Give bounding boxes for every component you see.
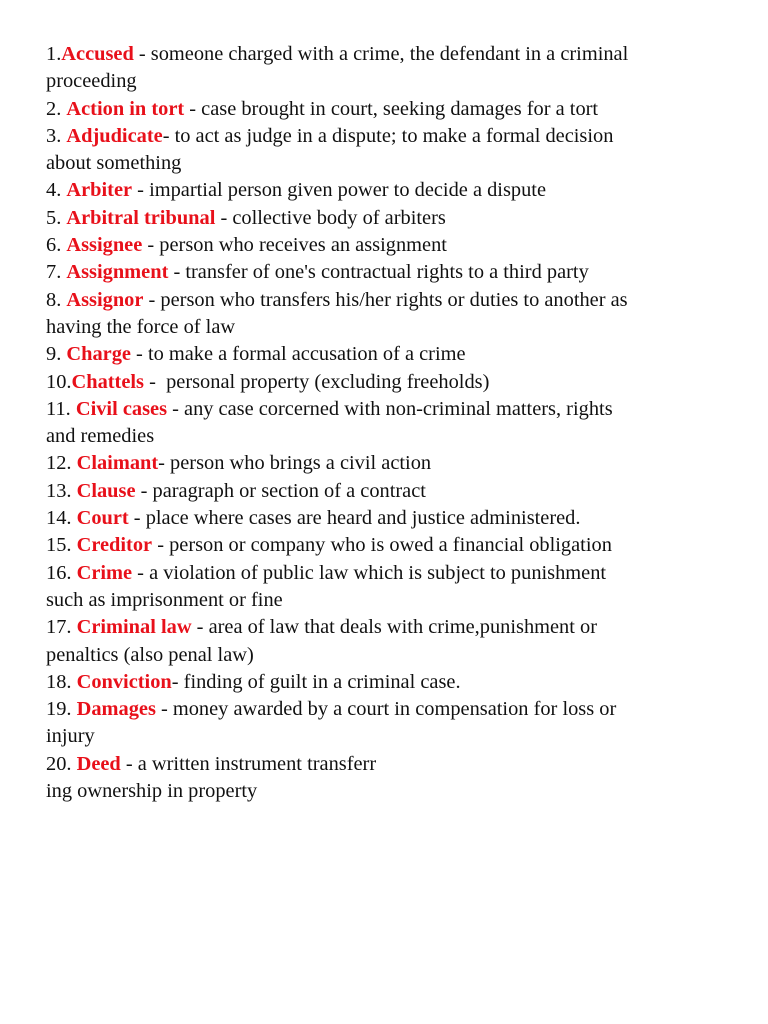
glossary-definition: - person who receives an assignment <box>142 234 447 257</box>
entry-prefix: injury <box>46 725 95 748</box>
glossary-term: Chattels <box>71 370 144 393</box>
glossary-entry <box>46 232 726 259</box>
glossary-term: Conviction <box>76 670 172 693</box>
entry-prefix: 16. <box>46 561 77 584</box>
glossary-entry-continuation <box>46 778 726 805</box>
glossary-definition: - any case corcerned with non-criminal matters, rights <box>167 397 613 420</box>
glossary-term: Assignment <box>66 261 169 284</box>
entry-prefix: 10. <box>46 370 72 393</box>
glossary-entry-line <box>46 232 726 259</box>
glossary-entry-line <box>46 669 726 696</box>
glossary-entry-continuation <box>46 68 726 95</box>
glossary-entry <box>46 696 726 751</box>
glossary-entry <box>46 205 726 232</box>
glossary-entry-line <box>46 96 726 123</box>
glossary-term: Assignor <box>66 288 144 311</box>
glossary-entry-line <box>46 614 726 641</box>
glossary-entry-line <box>46 205 726 232</box>
glossary-entry-line <box>46 396 726 423</box>
glossary-term: Civil cases <box>75 397 168 420</box>
entry-prefix: ing ownership in property <box>46 780 258 803</box>
entry-prefix: 15. <box>46 534 77 557</box>
entry-prefix: 1. <box>46 43 62 65</box>
entry-prefix: 9. <box>46 343 67 366</box>
glossary-definition: - case brought in court, seeking damages for a tort <box>184 97 599 120</box>
entry-prefix: 14. <box>46 507 77 530</box>
glossary-definition: - someone charged with a crime, the defendant in a criminal <box>133 43 629 65</box>
entry-prefix: 20. <box>46 752 77 775</box>
glossary-term: Accused <box>61 43 134 65</box>
entry-prefix: 18. <box>46 670 77 693</box>
entry-prefix: 12. <box>46 452 77 475</box>
glossary-definition: - to act as judge in a dispute; to make a formal decision <box>162 124 614 147</box>
glossary-definition: - person who brings a civil action <box>158 452 432 475</box>
glossary-term: Creditor <box>76 534 153 557</box>
entry-prefix: about something <box>46 152 182 175</box>
entry-prefix: such as imprisonment or fine <box>46 588 283 611</box>
glossary-entry-continuation <box>46 587 726 614</box>
glossary-definition: - impartial person given power to decide a dispute <box>132 179 546 202</box>
glossary-entry-line <box>46 287 726 314</box>
entry-prefix: 3. <box>46 124 67 147</box>
glossary-entry-line <box>46 532 726 559</box>
glossary-term: Adjudicate <box>66 124 163 147</box>
entry-prefix: 6. <box>46 234 67 257</box>
glossary-entry-line <box>46 696 726 723</box>
glossary-entry-line <box>46 177 726 204</box>
glossary-entry-line <box>46 369 726 396</box>
glossary-entry <box>46 287 726 342</box>
glossary-entry <box>46 751 726 806</box>
glossary-term: Damages <box>76 698 156 721</box>
entry-prefix: 19. <box>46 698 77 721</box>
entry-prefix: 2. <box>46 97 67 120</box>
glossary-entry-line <box>46 478 726 505</box>
glossary-entry-continuation <box>46 423 726 450</box>
glossary-definition: - to make a formal accusation of a crime <box>130 343 466 366</box>
entry-prefix: 7. <box>46 261 67 284</box>
glossary-entry <box>46 96 726 123</box>
glossary-definition: - a violation of public law which is subject to punishment <box>132 561 607 584</box>
entry-prefix: proceeding <box>46 70 137 93</box>
glossary-entry <box>46 478 726 505</box>
glossary-definition: - money awarded by a court in compensation for loss or <box>155 698 617 721</box>
glossary-entry <box>46 450 726 477</box>
glossary-entry <box>46 396 726 451</box>
glossary-term: Charge <box>66 343 131 366</box>
glossary-definition: - person or company who is owed a financial obligation <box>152 534 612 557</box>
glossary-definition: - personal property (excluding freeholds) <box>144 370 490 393</box>
glossary-entry-continuation <box>46 642 726 669</box>
glossary-entry-line <box>46 505 726 532</box>
glossary-entry-line <box>46 751 726 778</box>
glossary-entry-line <box>46 341 726 368</box>
glossary-entry <box>46 532 726 559</box>
glossary-entry-line <box>46 259 726 286</box>
glossary-entry-continuation <box>46 723 726 750</box>
glossary-term: Crime <box>76 561 133 584</box>
glossary-entry-line <box>46 41 726 68</box>
glossary-term: Clause <box>76 479 136 502</box>
glossary-definition: - finding of guilt in a criminal case. <box>171 670 461 693</box>
glossary-entry-line <box>46 123 726 150</box>
entry-prefix: 5. <box>46 206 67 229</box>
glossary-definition: - place where cases are heard and justice administered. <box>128 507 581 530</box>
glossary-definition: - paragraph or section of a contract <box>135 479 426 502</box>
glossary-entry <box>46 560 726 615</box>
glossary-document <box>46 41 726 805</box>
glossary-term: Court <box>76 507 129 530</box>
glossary-definition: - person who transfers his/her rights or duties to another as <box>143 288 628 311</box>
glossary-entry <box>46 177 726 204</box>
glossary-entry <box>46 341 726 368</box>
glossary-term: Assignee <box>66 234 143 257</box>
glossary-definition: - a written instrument transferr <box>120 752 377 775</box>
glossary-definition: - transfer of one's contractual rights to a third party <box>168 261 589 284</box>
glossary-entry-line <box>46 450 726 477</box>
glossary-entry <box>46 259 726 286</box>
glossary-definition: - collective body of arbiters <box>215 206 446 229</box>
glossary-entry <box>46 123 726 178</box>
glossary-entry-line <box>46 560 726 587</box>
glossary-entry <box>46 41 726 96</box>
entry-prefix: 4. <box>46 179 67 202</box>
entry-prefix: 17. <box>46 616 77 639</box>
glossary-term: Deed <box>76 752 121 775</box>
entry-prefix: and remedies <box>46 425 155 448</box>
glossary-entry-continuation <box>46 150 726 177</box>
glossary-term: Criminal law <box>76 616 192 639</box>
entry-prefix: having the force of law <box>46 315 236 338</box>
glossary-entry <box>46 669 726 696</box>
glossary-term: Arbitral tribunal <box>66 206 216 229</box>
entry-prefix: 8. <box>46 288 67 311</box>
glossary-entry <box>46 505 726 532</box>
glossary-term: Arbiter <box>66 179 133 202</box>
glossary-definition: - area of law that deals with crime,punishment or <box>191 616 597 639</box>
glossary-entry-continuation <box>46 314 726 341</box>
entry-prefix: penaltics (also penal law) <box>46 643 254 666</box>
glossary-term: Action in tort <box>66 97 185 120</box>
entry-prefix: 11. <box>46 397 76 420</box>
glossary-entry <box>46 369 726 396</box>
entry-prefix: 13. <box>46 479 77 502</box>
glossary-entry <box>46 614 726 669</box>
glossary-term: Claimant <box>76 452 159 475</box>
